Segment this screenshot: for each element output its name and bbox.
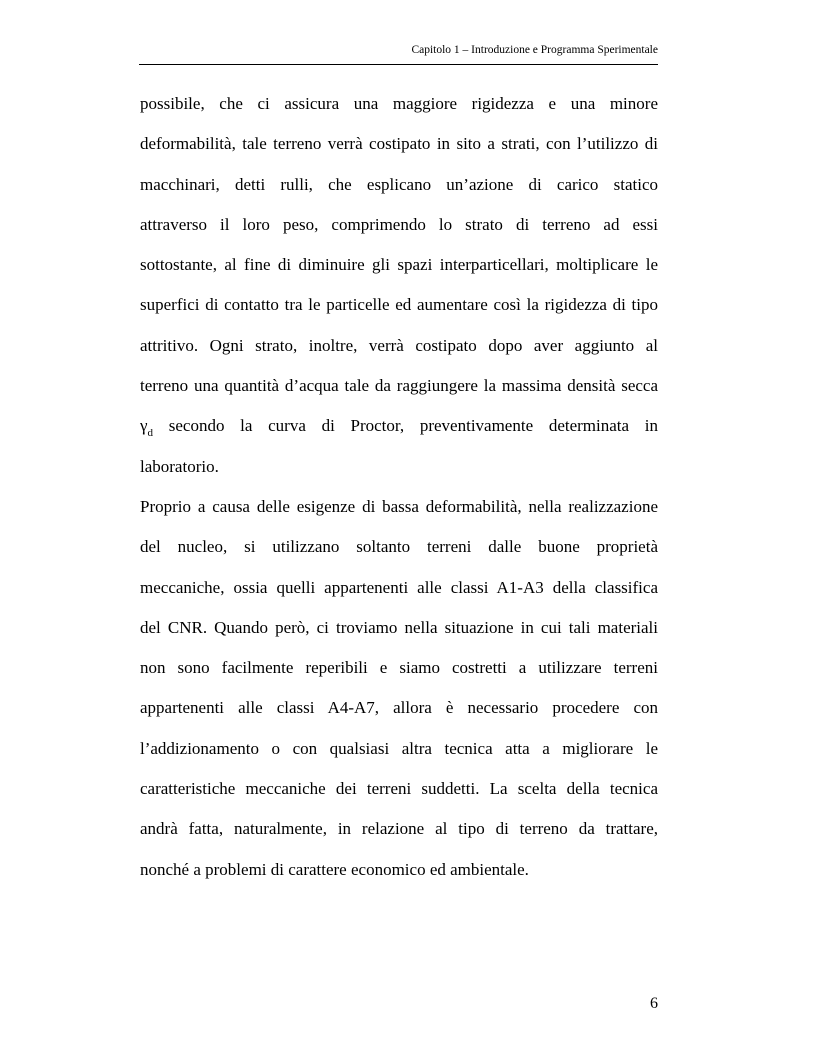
text-line: del nucleo, si utilizzano soltanto terreni dalle buone proprietà bbox=[140, 537, 658, 557]
header-rule bbox=[139, 64, 658, 65]
text-line: l’addizionamento o con qualsiasi altra tecnica atta a migliorare le bbox=[140, 738, 658, 758]
text-line: del CNR. Quando però, ci troviamo nella situazione in cui tali materiali bbox=[140, 617, 658, 637]
text-line: superfici di contatto tra le particelle ed aumentare così la rigidezza di tipo bbox=[140, 295, 658, 315]
gamma-symbol: γ bbox=[140, 416, 148, 436]
text-line: caratteristiche meccaniche dei terreni suddetti. La scelta della tecnica bbox=[140, 779, 658, 799]
text-line: andrà fatta, naturalmente, in relazione al tipo di terreno da trattare, bbox=[140, 819, 658, 839]
page-number: 6 bbox=[650, 995, 658, 1012]
text-line: meccaniche, ossia quelli appartenenti alle classi A1-A3 della classifica bbox=[140, 577, 658, 597]
text-line: sottostante, al fine di diminuire gli spazi interparticellari, moltiplicare le bbox=[140, 255, 658, 275]
running-header: Capitolo 1 – Introduzione e Programma Sperimentale bbox=[411, 44, 658, 56]
text-line: Proprio a causa delle esigenze di bassa deformabilità, nella realizzazione bbox=[140, 496, 658, 516]
body-text bbox=[140, 91, 658, 897]
text-line: nonché a problemi di carattere economico ed ambientale. bbox=[140, 859, 529, 879]
text-line: non sono facilmente reperibili e siamo costretti a utilizzare terreni bbox=[140, 658, 658, 678]
gamma-subscript: d bbox=[147, 427, 154, 440]
text-line: deformabilità, tale terreno verrà costipato in sito a strati, con l’utilizzo di bbox=[140, 134, 658, 154]
text-line: attraverso il loro peso, comprimendo lo strato di terreno ad essi bbox=[140, 214, 658, 234]
text-line: terreno una quantità d’acqua tale da raggiungere la massima densità secca bbox=[140, 376, 658, 396]
text-line: possibile, che ci assicura una maggiore rigidezza e una minore bbox=[140, 94, 658, 113]
text-line: appartenenti alle classi A4-A7, allora è necessario procedere con bbox=[140, 698, 658, 718]
gamma-line-rest: secondo la curva di Proctor, preventivamente determinata in bbox=[168, 416, 659, 436]
text-line: laboratorio. bbox=[140, 456, 219, 476]
text-line: macchinari, detti rulli, che esplicano un’azione di carico statico bbox=[140, 174, 658, 194]
text-line-gamma bbox=[140, 413, 658, 453]
text-line: attritivo. Ogni strato, inoltre, verrà costipato dopo aver aggiunto al bbox=[140, 335, 658, 355]
